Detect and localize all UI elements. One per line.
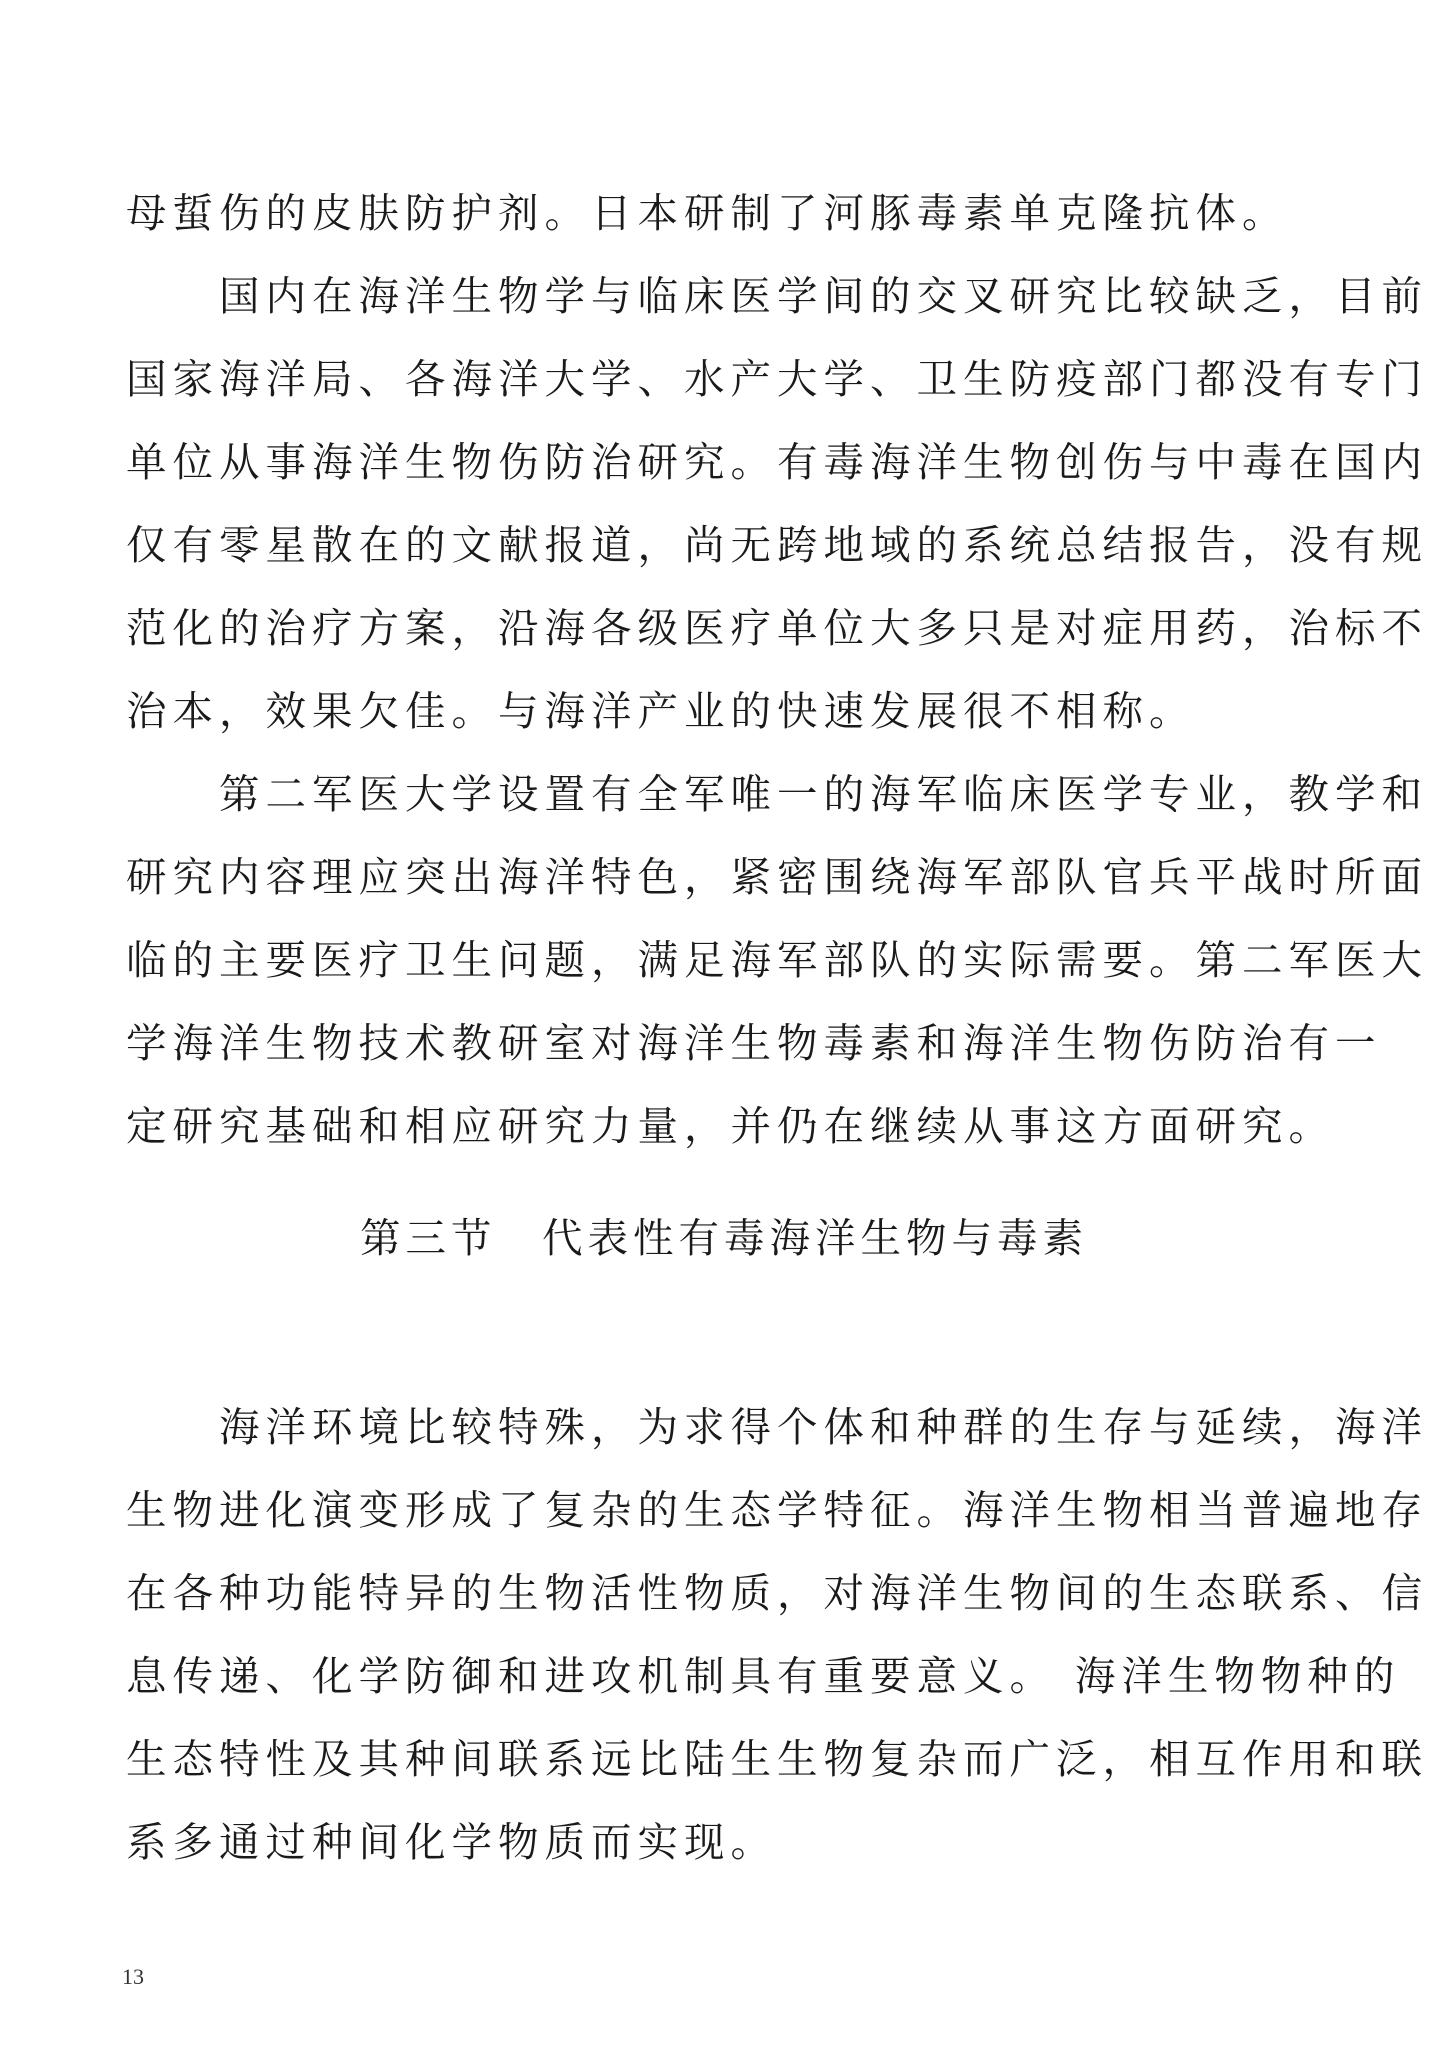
paragraph-line: 研究内容理应突出海洋特色，紧密围绕海军部队官兵平战时所面	[126, 853, 1428, 901]
paragraph-military-university	[126, 753, 1428, 1168]
paragraph-line: 定研究基础和相应研究力量，并仍在继续从事这方面研究。	[126, 1102, 1335, 1150]
paragraph-domestic-research	[126, 255, 1428, 753]
paragraph-line: 范化的治疗方案，沿海各级医疗单位大多只是对症用药，治标不	[126, 604, 1428, 652]
paragraph-line: 生物进化演变形成了复杂的生态学特征。海洋生物相当普遍地存	[126, 1486, 1428, 1534]
paragraph-line: 第二军医大学设置有全军唯一的海军临床医学专业，教学和	[126, 770, 1428, 818]
paragraph-line: 国内在海洋生物学与临床医学间的交叉研究比较缺乏，目前	[126, 272, 1428, 320]
paragraph-line: 息传递、化学防御和进攻机制具有重要意义。 海洋生物物种的	[126, 1652, 1401, 1700]
paragraph-line: 海洋环境比较特殊，为求得个体和种群的生存与延续，海洋	[126, 1403, 1428, 1451]
paragraph-line: 母蜇伤的皮肤防护剂。日本研制了河豚毒素单克隆抗体。	[126, 189, 1289, 237]
paragraph-line: 单位从事海洋生物伤防治研究。有毒海洋生物创伤与中毒在国内	[126, 438, 1428, 486]
paragraph-continuation	[126, 172, 1341, 255]
paragraph-line: 治本，效果欠佳。与海洋产业的快速发展很不相称。	[126, 687, 1196, 735]
paragraph-marine-environment	[126, 1386, 1428, 1884]
paragraph-line: 学海洋生物技术教研室对海洋生物毒素和海洋生物伤防治有一	[126, 1019, 1382, 1067]
paragraph-line: 生态特性及其种间联系远比陆生生物复杂而广泛，相互作用和联	[126, 1735, 1428, 1783]
paragraph-line: 仅有零星散在的文献报道，尚无跨地域的系统总结报告，没有规	[126, 521, 1428, 569]
paragraph-line: 临的主要医疗卫生问题，满足海军部队的实际需要。第二军医大	[126, 936, 1428, 984]
paragraph-line: 国家海洋局、各海洋大学、水产大学、卫生防疫部门都没有专门	[126, 355, 1428, 403]
section-heading: 第三节 代表性有毒海洋生物与毒素	[360, 1214, 1088, 1262]
page-number: 13	[122, 1964, 144, 1989]
paragraph-line: 系多通过种间化学物质而实现。	[126, 1818, 777, 1866]
paragraph-line: 在各种功能特异的生物活性物质，对海洋生物间的生态联系、信	[126, 1569, 1428, 1617]
